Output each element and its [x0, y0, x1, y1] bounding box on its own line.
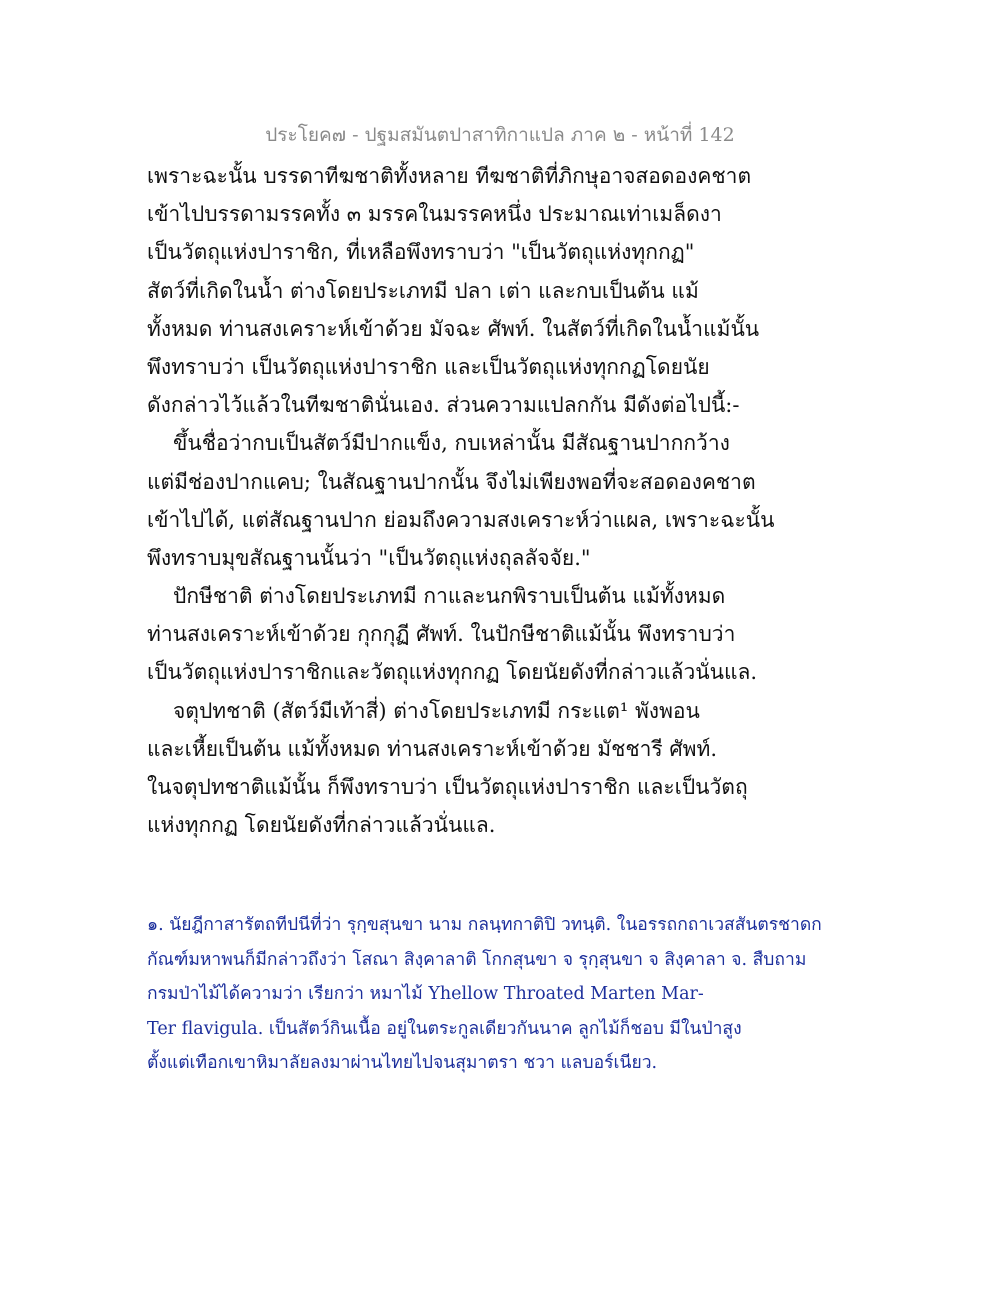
body-line: ทั้งหมด ท่านสงเคราะห์เข้าด้วย มัจฉะ ศัพท์. ในสัตว์ที่เกิดในน้ำแม้นั้น — [147, 316, 760, 341]
body-line: พึงทราบว่า เป็นวัตถุแห่งปาราชิก และเป็นวัตถุแห่งทุกกฏโดยนัย — [147, 354, 710, 379]
footnote-line: Ter flavigula. เป็นสัตว์กินเนื้อ อยู่ในตระกูลเดียวกันนาค ลูกไม้ก็ชอบ มีในป่าสูง — [147, 1018, 742, 1039]
paragraph-start-line: ปักษีชาติ ต่างโดยประเภทมี กาและนกพิราบเป็นต้น แม้ทั้งหมด — [173, 584, 726, 609]
body-line: เพราะฉะนั้น บรรดาทีฆชาติทั้งหลาย ทีฆชาติที่ภิกษุอาจสอดองคชาต — [147, 164, 752, 188]
body-line: ท่านสงเคราะห์เข้าด้วย กุกกุฏี ศัพท์. ในปักษีชาติแม้นั้น พึงทราบว่า — [147, 622, 736, 647]
body-line: ดังกล่าวไว้แล้วในทีฆชาตินั่นเอง. ส่วนความแปลกกัน มีดังต่อไปนี้:- — [147, 393, 740, 418]
body-line: พึงทราบมุขสัณฐานนั้นว่า "เป็นวัตถุแห่งถุลลัจจัย." — [147, 545, 591, 570]
body-line: เข้าไปได้, แต่สัณฐานปาก ย่อมถึงความสงเคราะห์ว่าแผล, เพราะฉะนั้น — [147, 507, 775, 532]
footnote-line: ๑. นัยฎีกาสารัตถทีปนีที่ว่า รุกฺขสุนขา นาม กลนฺทกาติปิ วทนฺติ. ในอรรถกถาเวสสันตรชาดก — [147, 915, 822, 935]
paragraph-start-line: จตุปทชาติ (สัตว์มีเท้าสี่) ต่างโดยประเภทมี กระแต¹ พังพอน — [173, 698, 700, 723]
body-line: สัตว์ที่เกิดในน้ำ ต่างโดยประเภทมี ปลา เต่า และกบเป็นต้น แม้ — [147, 278, 699, 303]
body-line: แต่มีช่องปากแคบ; ในสัณฐานปากนั้น จึงไม่เพียงพอที่จะสอดองคชาต — [147, 469, 756, 494]
body-line: เข้าไปบรรดามรรคทั้ง ๓ มรรคในมรรคหนึ่ง ประมาณเท่าเมล็ดงา — [147, 202, 722, 227]
footnote-line: กรมป่าไม้ได้ความว่า เรียกว่า หมาไม้ Yhellow Throated Marten Mar- — [147, 984, 704, 1005]
paragraph-start-line: ขึ้นชื่อว่ากบเป็นสัตว์มีปากแข็ง, กบเหล่านั้น มีสัณฐานปากกว้าง — [173, 431, 730, 456]
body-line: เป็นวัตถุแห่งปาราชิกและวัตถุแห่งทุกกฏ โดยนัยดังที่กล่าวแล้วนั่นแล. — [147, 660, 758, 685]
body-line: และเหี้ยเป็นต้น แม้ทั้งหมด ท่านสงเคราะห์เข้าด้วย มัชชารี ศัพท์. — [147, 736, 718, 761]
footnotes — [147, 908, 867, 1081]
page-header: ประโยค๗ - ปฐมสมันตปาสาทิกาแปล ภาค ๒ - หน้าที่ 142 — [265, 124, 735, 146]
body-line: แห่งทุกกฏ โดยนัยดังที่กล่าวแล้วนั่นแล. — [147, 813, 496, 838]
footnote-line: ตั้งแต่เทือกเขาหิมาลัยลงมาผ่านไทยไปจนสุมาตรา ชวา แลบอร์เนียว. — [147, 1053, 658, 1074]
body-line: เป็นวัตถุแห่งปาราชิก, ที่เหลือพึงทราบว่า "เป็นวัตถุแห่งทุกกฏ" — [147, 240, 695, 265]
body-text — [147, 157, 867, 844]
footnote-line: กัณฑ์มหาพนก็มีกล่าวถึงว่า โสณา สิงฺคาลาติ โกกสุนขา จ รุกฺสุนขา จ สิงฺคาลา จ. สืบถาม — [147, 949, 807, 970]
body-line: ในจตุปทชาติแม้นั้น ก็พึงทราบว่า เป็นวัตถุแห่งปาราชิก และเป็นวัตถุ — [147, 775, 748, 799]
